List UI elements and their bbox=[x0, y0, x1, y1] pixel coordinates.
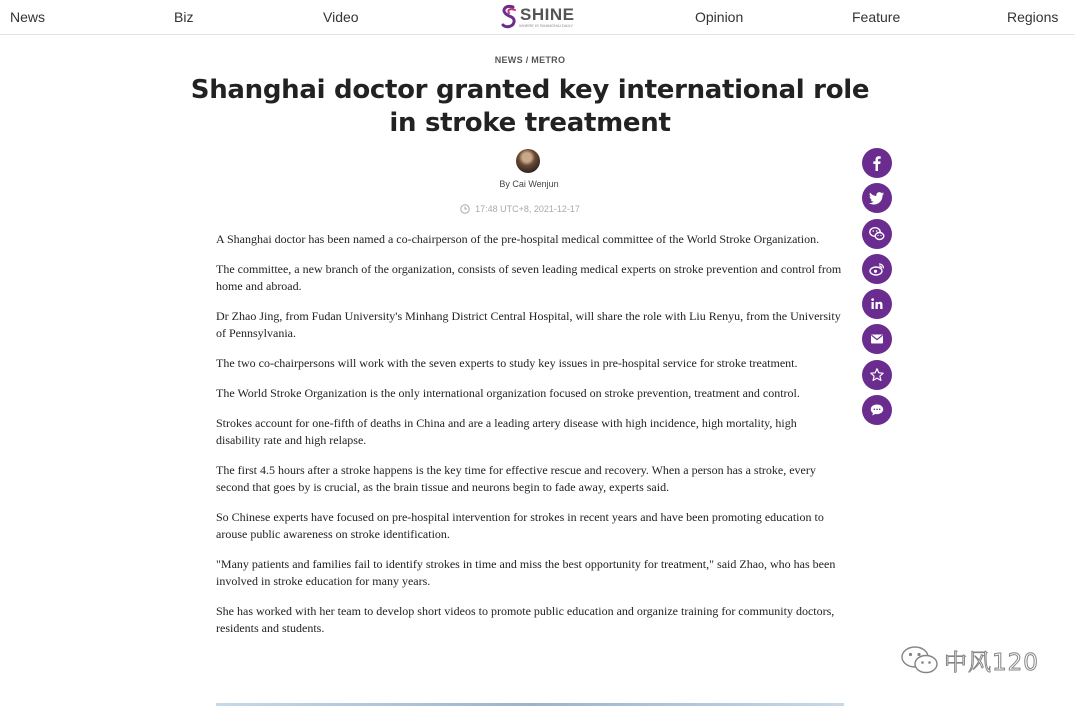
paragraph: Strokes account for one-fifth of deaths in China and are a leading artery disease with high incidence, high mortality, high disability rate and high relapse. bbox=[216, 416, 797, 447]
paragraph: "Many patients and families fail to identify strokes in time and miss the best opportunity for treatment," said Zhao, who has been involved in stroke education for many years. bbox=[216, 557, 836, 588]
share-wechat-button[interactable] bbox=[862, 219, 892, 249]
twitter-icon bbox=[869, 190, 885, 206]
paragraph: The two co-chairpersons will work with the seven experts to study key issues in pre-hospital service for stroke treatment. bbox=[216, 356, 798, 370]
shine-logo[interactable] bbox=[500, 4, 574, 30]
share-linkedin-button[interactable] bbox=[862, 289, 892, 319]
share-twitter-button[interactable] bbox=[862, 183, 892, 213]
email-icon bbox=[869, 331, 885, 347]
paragraph: The committee, a new branch of the organization, consists of seven leading medical experts on stroke prevention and control from home and abroad. bbox=[216, 262, 842, 293]
nav-feature[interactable]: Feature bbox=[852, 9, 901, 25]
paragraph: She has worked with her team to develop short videos to promote public education and organize training for community doctors, residents and students. bbox=[216, 604, 835, 635]
top-nav bbox=[0, 0, 1075, 35]
nav-news[interactable]: News bbox=[10, 9, 46, 25]
paragraph: The World Stroke Organization is the only international organization focused on stroke prevention, treatment and control. bbox=[216, 386, 800, 400]
author-avatar[interactable] bbox=[516, 149, 540, 173]
clock-icon bbox=[460, 204, 470, 214]
comment-button[interactable] bbox=[862, 395, 892, 425]
nav-regions[interactable]: Regions bbox=[1007, 9, 1059, 25]
wechat-icon bbox=[869, 226, 885, 242]
logo-text: SHINE bbox=[520, 5, 575, 24]
watermark-text: 中风120 bbox=[944, 649, 1039, 676]
paragraph: Dr Zhao Jing, from Fudan University's Minhang District Central Hospital, will share the role with Liu Renyu, from the University of Pennsylvania. bbox=[216, 309, 841, 340]
logo-subtext: WHERE IS SHANGHAI DAILY bbox=[519, 23, 574, 28]
shine-logo-icon bbox=[500, 4, 518, 30]
article-body bbox=[216, 231, 844, 650]
facebook-icon bbox=[869, 155, 885, 171]
share-weibo-button[interactable] bbox=[862, 254, 892, 284]
paragraph: The first 4.5 hours after a stroke happens is the key time for effective rescue and recovery. When a person has a stroke, every second that goes by is crucial, as the brain tissue and neurons begin to fade away, experts said. bbox=[216, 463, 816, 494]
linkedin-icon bbox=[869, 296, 885, 312]
favorite-button[interactable] bbox=[862, 360, 892, 390]
watermark bbox=[898, 640, 1039, 680]
nav-opinion[interactable]: Opinion bbox=[695, 9, 744, 25]
comment-icon bbox=[869, 402, 885, 418]
section-label[interactable]: NEWS / METRO bbox=[494, 55, 566, 65]
paragraph: A Shanghai doctor has been named a co-chairperson of the pre-hospital medical committee of the World Stroke Organization. bbox=[216, 232, 820, 246]
share-bar bbox=[862, 148, 894, 430]
timestamp-text: 17:48 UTC+8, 2021-12-17 bbox=[475, 204, 580, 214]
share-email-button[interactable] bbox=[862, 324, 892, 354]
nav-biz[interactable]: Biz bbox=[174, 9, 194, 25]
byline[interactable]: By Cai Wenjun bbox=[499, 179, 559, 189]
star-icon bbox=[869, 367, 885, 383]
wechat-watermark-icon bbox=[898, 643, 942, 677]
article-title: Shanghai doctor granted key international role in stroke treatment bbox=[190, 75, 870, 138]
paragraph: So Chinese experts have focused on pre-hospital intervention for strokes in recent years and have been promoting education to arouse public awareness on stroke identification. bbox=[216, 510, 824, 541]
nav-video[interactable]: Video bbox=[323, 9, 359, 25]
share-facebook-button[interactable] bbox=[862, 148, 892, 178]
weibo-icon bbox=[869, 261, 885, 277]
